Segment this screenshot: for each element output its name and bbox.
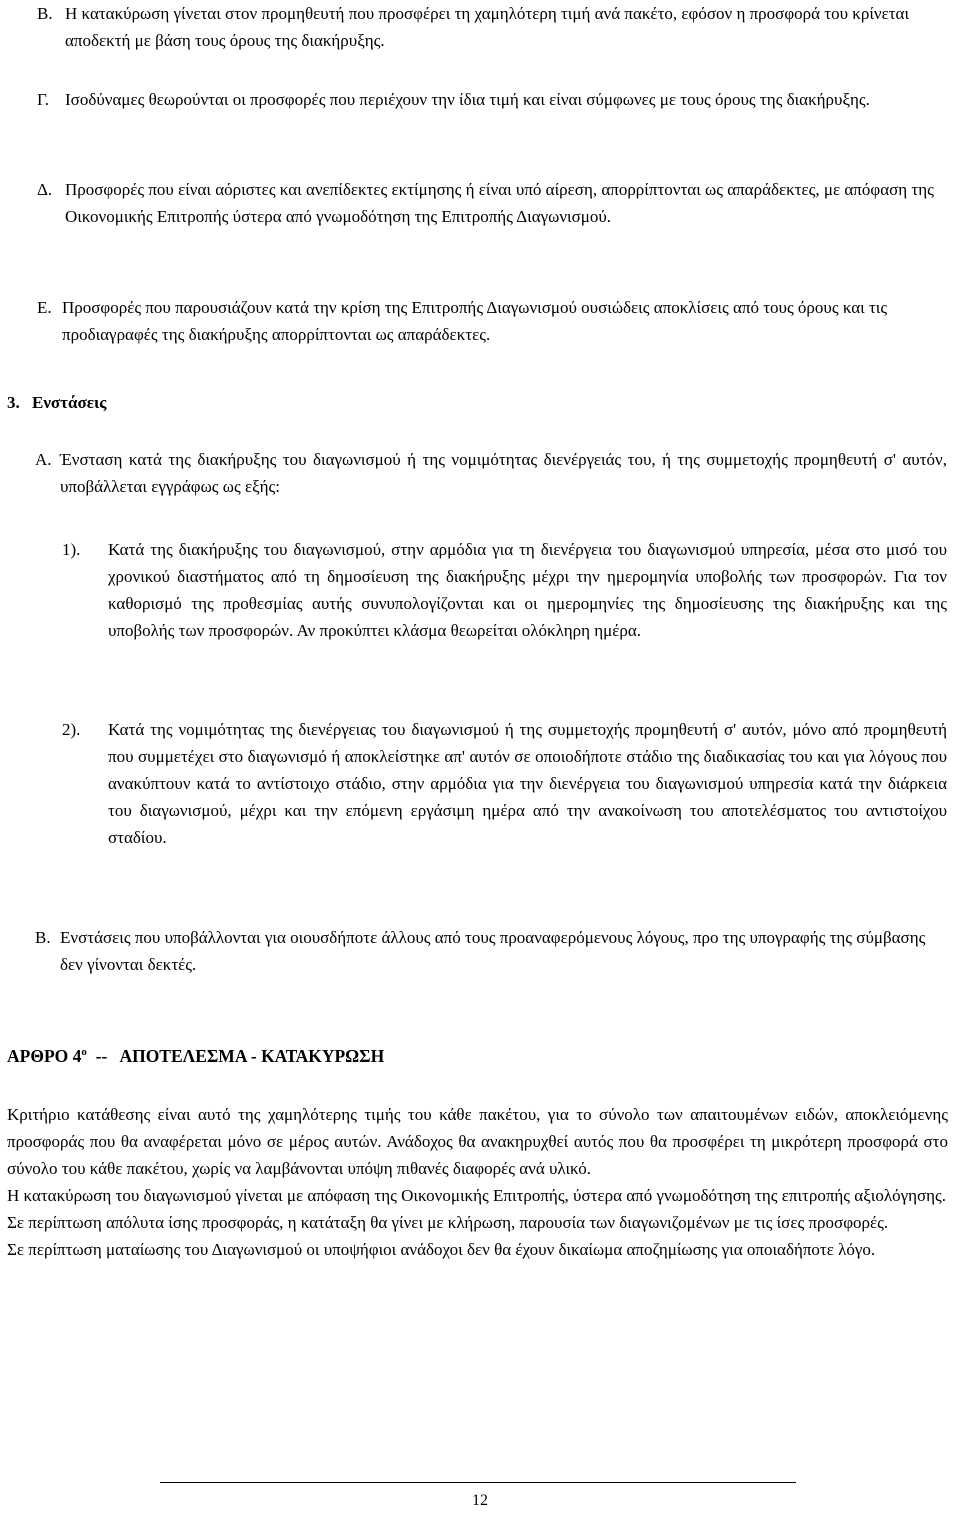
section-title: Ενστάσεις: [32, 393, 107, 412]
article-4-paragraph: Σε περίπτωση ματαίωσης του Διαγωνισμού οι υποψήφιοι ανάδοχοι δεν θα έχουν δικαίωμα αποζημίωσης για οποιαδήποτε λόγο.: [7, 1240, 876, 1259]
item-label: 1).: [62, 540, 81, 559]
item-text: Ισοδύναμες θεωρούνται οι προσφορές που περιέχουν την ίδια τιμή και είναι σύμφωνες με τους όρους της διακήρυξης.: [65, 90, 870, 109]
heading-prefix: ΑΡΘΡΟ 4: [7, 1046, 82, 1066]
item-text: Προσφορές που είναι αόριστες και ανεπίδεκτες εκτίμησης ή είναι υπό αίρεση, απορρίπτονται ως απαράδεκτες, με απόφαση της Οικονομικής Επιτροπής ύστερα από γνωμοδότηση της Επιτροπής Διαγωνισμού.: [65, 180, 934, 226]
item-text: Η κατακύρωση γίνεται στον προμηθευτή που προσφέρει τη χαμηλότερη τιμή ανά πακέτο, εφόσον η προσφορά του κρίνεται αποδεκτή με βάση τους όρους της διακήρυξης.: [65, 4, 910, 50]
item-b: [37, 0, 949, 54]
objection-item-a: [35, 446, 947, 500]
objection-sub-2: [62, 716, 947, 851]
objection-sub-1: [62, 536, 947, 644]
item-g: [37, 86, 949, 113]
objection-item-b: [35, 924, 947, 978]
item-e: [37, 294, 957, 348]
page-number: 12: [472, 1492, 488, 1509]
item-text: Προσφορές που παρουσιάζουν κατά την κρίση της Επιτροπής Διαγωνισμού ουσιώδεις αποκλίσεις από τους όρους και τις προδιαγραφές της διακήρυξης απορρίπτονται ως απαράδεκτες.: [62, 298, 888, 344]
item-text: Κατά της νομιμότητας της διενέργειας του διαγωνισμού ή της συμμετοχής προμηθευτή σ' αυτόν, μόνο από προμηθευτή που συμμετέχει στο διαγωνισμό ή αποκλείστηκε απ' αυτόν σε οποιοδήποτε στάδιο της διαδικασίας του και για λόγους που ανακύπτουν κατά το αντίστοιχο στάδιο, στην αρμόδια για την διενέργεια του διαγωνισμού υπηρεσία κατά την διάρκεια του διαγωνισμού, μέχρι και την επόμενη εργάσιμη ημέρα από την ανακοίνωση του αποτελέσματος του αντιστοίχου σταδίου.: [108, 720, 947, 847]
heading-title: -- ΑΠΟΤΕΛΕΣΜΑ - ΚΑΤΑΚΥΡΩΣΗ: [95, 1046, 385, 1066]
article-4-paragraph: Κριτήριο κατάθεσης είναι αυτό της χαμηλότερης τιμής του κάθε πακέτου, για το σύνολο των απαιτουμένων ειδών, αποκλειόμενης προσφοράς που θα αναφέρεται μόνο σε μέρος αυτών. Ανάδοχος θα ανακηρυχθεί αυτός που θα προσφέρει τη μικρότερη προσφορά στο σύνολο του κάθε πακέτου, χωρίς να λαμβάνονται υπόψη πιθανές διαφορές ανά υλικό.: [7, 1105, 948, 1178]
item-label: Β.: [37, 4, 53, 23]
item-d: [37, 176, 949, 230]
article-4-paragraph: Η κατακύρωση του διαγωνισμού γίνεται με απόφαση της Οικονομικής Επιτροπής, ύστερα από γνωμοδότηση της επιτροπής αξιολόγησης.: [7, 1186, 947, 1205]
item-label: Δ.: [37, 180, 53, 199]
item-text: Ενστάσεις που υποβάλλονται για οιουσδήποτε άλλους από τους προαναφερόμενους λόγους, προ της υπογραφής της σύμβασης δεν γίνονται δεκτές.: [60, 928, 926, 974]
article-4-paragraph: Σε περίπτωση απόλυτα ίσης προσφοράς, η κατάταξη θα γίνει με κλήρωση, παρουσία των διαγωνιζομένων με τις ίσες προσφορές.: [7, 1213, 889, 1232]
article-4-body: [7, 1101, 948, 1263]
item-text: Κατά της διακήρυξης του διαγωνισμού, στην αρμόδια για τη διενέργεια του διαγωνισμού υπηρεσία, μέσα στο μισό του χρονικού διαστήματος από τη δημοσίευση της διακήρυξης μέχρι την ημερομηνία υποβολής των προσφορών. Για τον καθορισμό της προθεσμίας αυτής συνυπολογίζονται και οι ημερομηνίες της δημοσίευσης της διακήρυξης και της υποβολής των προσφορών. Αν προκύπτει κλάσμα θεωρείται ολόκληρη ημέρα.: [108, 540, 947, 640]
section-3-heading: [7, 389, 106, 416]
article-4-heading: [7, 1043, 384, 1070]
item-label: Β.: [35, 928, 51, 947]
heading-superscript: ο: [81, 1046, 87, 1059]
item-label: 2).: [62, 720, 81, 739]
item-label: Α.: [35, 450, 52, 469]
section-number: 3.: [7, 393, 20, 412]
item-label: Γ.: [37, 90, 50, 109]
footer-rule: [160, 1482, 796, 1483]
item-label: Ε.: [37, 298, 52, 317]
item-text: Ένσταση κατά της διακήρυξης του διαγωνισμού ή της νομιμότητας διενέργειάς του, ή της συμμετοχής προμηθευτή σ' αυτόν, υποβάλλεται εγγράφως ως εξής:: [60, 450, 947, 496]
